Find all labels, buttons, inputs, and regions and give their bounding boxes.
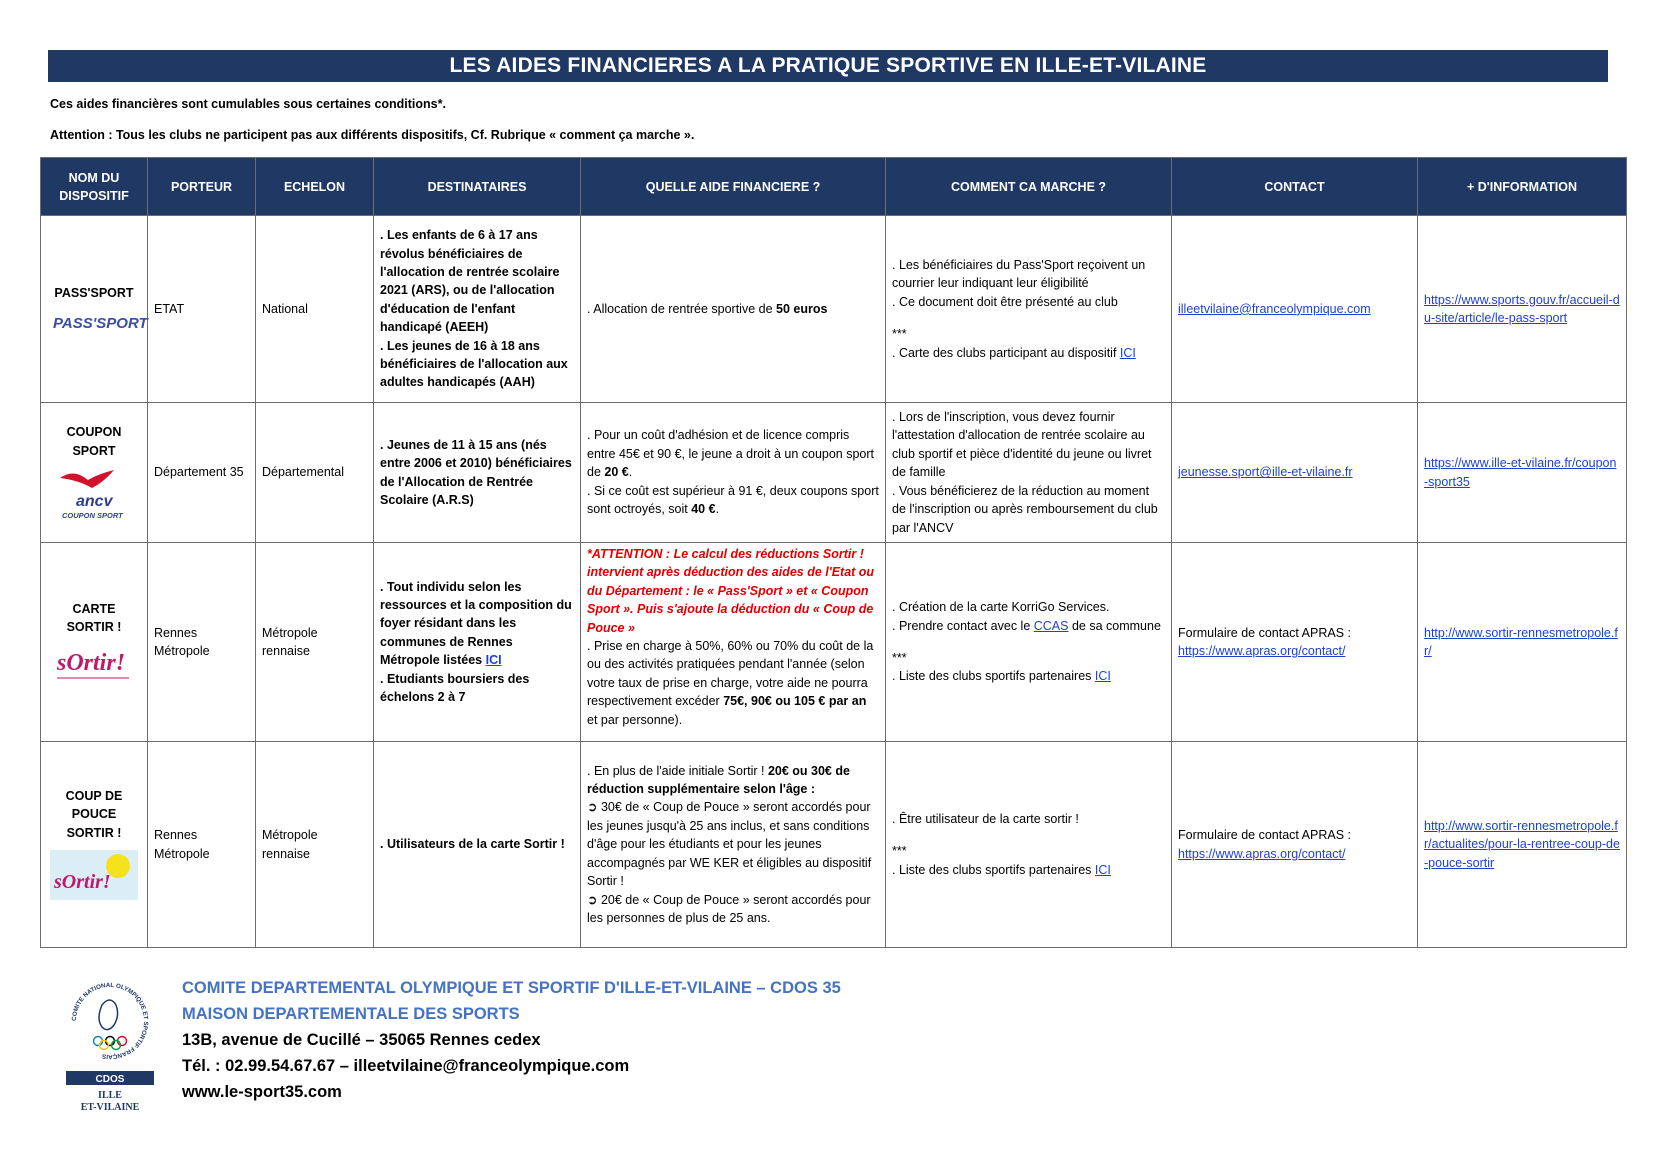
comment-text: . Carte des clubs participant au dispositif	[892, 345, 1120, 360]
aide-amount: 40 €	[691, 502, 716, 517]
contact-email-link[interactable]: jeunesse.sport@ille-et-vilaine.fr	[1178, 465, 1353, 480]
separator-stars: ***	[892, 327, 907, 342]
table-header-row	[41, 158, 1627, 216]
separator-stars: ***	[892, 651, 907, 665]
comment-cell	[886, 543, 1172, 742]
aide-text: . Allocation de rentrée sportive de	[587, 301, 777, 316]
table-row	[41, 403, 1627, 543]
header-aide: QUELLE AIDE FINANCIERE ?	[581, 158, 886, 216]
contact-email-link[interactable]: illeetvilaine@franceolympique.com	[1178, 301, 1371, 316]
attention-warning: *ATTENTION : Le calcul des réductions Sortir ! intervient après déduction des aides de l'Etat ou du Département : le « Pass'Sport » et « Coupon Sport ». Puis s'ajoute la déduction du « Coup de Pouce »	[587, 547, 875, 635]
intro-cumulable: Ces aides financières sont cumulables sous certaines conditions*.	[50, 97, 446, 111]
aide-text: . Si ce coût est supérieur à 91 €, deux coupons sport sont octroyés, soit	[587, 483, 879, 517]
aide-text: . Pour un coût d'adhésion et de licence compris entre 45€ et 90 €, le jeune a droit à un coupon sport de	[587, 428, 875, 480]
header-comment: COMMENT CA MARCHE ?	[886, 158, 1172, 216]
comment-cell	[886, 216, 1172, 403]
table-row	[41, 216, 1627, 403]
cdos-band-text: CDOS	[95, 1074, 125, 1085]
dispositif-cell	[41, 216, 148, 403]
pass-sport-logo-text: PASS'SPORT	[53, 315, 148, 333]
dispositif-name: COUPON	[66, 425, 122, 440]
aide-cell	[581, 216, 886, 403]
comment-line	[892, 667, 1165, 685]
porteur-cell: Rennes Métropole	[148, 543, 256, 742]
info-cell	[1418, 543, 1627, 742]
footer-maison: MAISON DEPARTEMENTALE DES SPORTS	[182, 1005, 520, 1023]
echelon-cell: National	[256, 216, 374, 403]
footer-contact-block	[182, 975, 841, 1105]
dispositif-name: POUCE	[71, 807, 117, 822]
header-nom: NOM DU DISPOSITIF	[41, 158, 148, 216]
intro-attention: Attention : Tous les clubs ne participent pas aux différents dispositifs, Cf. Rubrique « comment ça marche ».	[50, 128, 695, 142]
info-link[interactable]: https://www.sports.gouv.fr/accueil-du-site/article/le-pass-sport	[1424, 292, 1620, 325]
comment-line: . Création de la carte KorriGo Services.	[892, 600, 1110, 615]
porteur-cell: ETAT	[148, 216, 256, 403]
contact-label: Formulaire de contact APRAS :	[1178, 625, 1351, 640]
aide-line	[587, 762, 879, 799]
ancv-logo-text: ancv	[76, 492, 113, 510]
aide-text: . En plus de l'aide initiale Sortir !	[587, 763, 768, 778]
cdos-logo	[62, 975, 158, 1115]
dispositif-cell	[41, 543, 148, 742]
destinataires-cell: . Jeunes de 11 à 15 ans (nés entre 2006 et 2010) bénéficiaires de l'Allocation de Rentrée Scolaire (A.R.S)	[374, 403, 581, 543]
aide-amount: 20€ ou 30€ de réduction supplémentaire selon l'âge :	[587, 763, 850, 797]
porteur-cell: Rennes Métropole	[148, 742, 256, 948]
cdos-place-line2: ET-VILAINE	[80, 1102, 140, 1113]
aide-amount: 50 euros	[776, 301, 828, 316]
destinataire-line	[380, 578, 574, 670]
table-row	[41, 742, 1627, 948]
comment-text: . Prendre contact avec le	[892, 618, 1034, 633]
info-cell	[1418, 742, 1627, 948]
olympic-rings-icon	[94, 1037, 127, 1050]
dispositif-name: CARTE	[72, 601, 116, 616]
ici-link[interactable]: ICI	[1094, 669, 1111, 684]
comment-text: . Liste des clubs sportifs partenaires	[892, 669, 1095, 684]
cdos-logo-ring	[71, 982, 149, 1060]
comment-line: . Vous bénéficierez de la réduction au moment de l'inscription ou après remboursement du club par l'ANCV	[892, 483, 1158, 535]
destinataires-cell: . Utilisateurs de la carte Sortir !	[374, 742, 581, 948]
pass-sport-logo	[51, 308, 148, 334]
comment-text-end: de sa commune	[1068, 618, 1161, 633]
sortir-logo-text: sOrtir!	[57, 650, 126, 677]
header-info: + D'INFORMATION	[1418, 158, 1627, 216]
aide-line: . Pour un coût d'adhésion et de licence compris entre 45€ et 90 €, le jeune a droit à un coupon sport de 20 €.	[587, 428, 875, 480]
info-link[interactable]: https://www.ille-et-vilaine.fr/coupon-sport35	[1424, 456, 1617, 489]
aides-table	[40, 157, 1627, 948]
destinataire-line: . Etudiants boursiers des échelons 2 à 7	[380, 671, 530, 705]
header-contact: CONTACT	[1172, 158, 1418, 216]
aide-amount: 75€, 90€ ou 105 € par an	[723, 694, 867, 709]
header-porteur: PORTEUR	[148, 158, 256, 216]
comment-text: . Liste des clubs sportifs partenaires	[892, 862, 1095, 877]
comment-line	[892, 617, 1165, 635]
aide-amount: 20 €	[604, 465, 629, 480]
info-cell	[1418, 403, 1627, 543]
ici-link[interactable]: ICI	[1119, 345, 1136, 360]
contact-cell	[1172, 216, 1418, 403]
coup-de-pouce-logo-text: sOrtir!	[54, 871, 111, 894]
comment-line: . Les bénéficiaires du Pass'Sport reçoivent un courrier leur indiquant leur éligibilité	[892, 257, 1146, 291]
comment-cell	[886, 403, 1172, 543]
page-title: LES AIDES FINANCIERES A LA PRATIQUE SPORTIVE EN ILLE-ET-VILAINE	[48, 50, 1608, 82]
dispositif-cell	[41, 742, 148, 948]
ccas-link[interactable]: CCAS	[1033, 618, 1069, 633]
aide-line: ➲ 20€ de « Coup de Pouce » seront accordés pour les personnes de plus de 25 ans.	[587, 892, 871, 925]
rooster-icon	[99, 1000, 118, 1030]
aide-cell	[581, 403, 886, 543]
echelon-cell: Métropole rennaise	[256, 742, 374, 948]
contact-cell	[1172, 403, 1418, 543]
footer-website[interactable]: www.le-sport35.com	[182, 1083, 342, 1101]
header-echelon: ECHELON	[256, 158, 374, 216]
footer-phone: Tél. : 02.99.54.67.67 – illeetvilaine@franceolympique.com	[182, 1057, 630, 1075]
destinataire-line: . Les jeunes de 16 à 18 ans bénéficiaires de l'allocation aux adultes handicapés (AAH)	[380, 338, 568, 390]
destinataire-line: . Les enfants de 6 à 17 ans révolus bénéficiaires de l'allocation de rentrée scolaire 2021 (ARS), ou de l'allocation d'éducation de l'enfant handicapé (AEEH)	[380, 228, 560, 335]
comment-line: . Être utilisateur de la carte sortir !	[892, 811, 1079, 826]
cdos-logo-ring-text: COMITE NATIONAL OLYMPIQUE ET SPORTIF FRANÇAIS	[70, 981, 150, 1061]
aide-text-end: et par personne).	[587, 712, 683, 727]
info-cell	[1418, 216, 1627, 403]
destinataires-cell	[374, 216, 581, 403]
ici-link[interactable]: ICI	[1094, 862, 1111, 877]
dispositif-name: SORTIR !	[66, 620, 122, 634]
info-link[interactable]: http://www.sortir-rennesmetropole.fr/actualites/pour-la-rentree-coup-de-pouce-sortir	[1424, 818, 1620, 870]
aide-line	[587, 637, 879, 729]
comment-line	[892, 344, 1165, 362]
sortir-logo	[53, 642, 135, 684]
footer-org: COMITE DEPARTEMENTAL OLYMPIQUE ET SPORTIF D'ILLE-ET-VILAINE – CDOS 35	[182, 979, 841, 997]
destinataire-text: . Tout individu selon les ressources et la composition du foyer résidant dans les communes de Rennes Métropole listées	[380, 579, 572, 668]
aide-line: . Si ce coût est supérieur à 91 €, deux coupons sport sont octroyés, soit 40 €.	[587, 483, 879, 517]
info-link[interactable]: http://www.sortir-rennesmetropole.fr/	[1424, 625, 1618, 658]
ici-link[interactable]: ICI	[485, 653, 502, 668]
dispositif-name: SORTIR !	[66, 825, 122, 840]
table-row	[41, 543, 1627, 742]
aide-line: ➲ 30€ de « Coup de Pouce » seront accordés pour les jeunes jusqu'à 25 ans inclus, et sans conditions d'âge pour les étudiants et pour les jeunes accompagnés par WE KER et éligibles au dispositif Sortir !	[587, 800, 872, 889]
footer-address: 13B, avenue de Cucillé – 35065 Rennes cedex	[182, 1031, 541, 1049]
destinataires-cell	[374, 543, 581, 742]
ancv-logo	[54, 466, 134, 522]
comment-cell	[886, 742, 1172, 948]
aide-text: . Prise en charge à 50%, 60% ou 70% du coût de la ou des activités pratiquées pendant l'année (selon votre taux de prise en charge, votre aide ne pourra respectivement excéder	[587, 639, 874, 709]
porteur-cell: Département 35	[148, 403, 256, 543]
echelon-cell: Métropole rennaise	[256, 543, 374, 742]
aide-cell	[581, 742, 886, 948]
coup-de-pouce-logo	[48, 848, 140, 902]
ancv-logo-subtext: COUPON SPORT	[62, 510, 123, 520]
contact-form-link[interactable]: https://www.apras.org/contact/	[1178, 644, 1346, 658]
cdos-place-line1: ILLE	[98, 1090, 122, 1101]
comment-line	[892, 861, 1165, 879]
dispositif-name: COUP DE	[65, 788, 123, 803]
dispositif-name: PASS'SPORT	[54, 285, 134, 300]
contact-cell	[1172, 543, 1418, 742]
contact-form-link[interactable]: https://www.apras.org/contact/	[1178, 846, 1346, 861]
comment-line: . Lors de l'inscription, vous devez fournir l'attestation d'allocation de rentrée scolaire au club sportif et pièce d'identité du jeune ou livret de famille	[892, 410, 1152, 480]
contact-label: Formulaire de contact APRAS :	[1178, 828, 1351, 843]
echelon-cell: Départemental	[256, 403, 374, 543]
separator-stars: ***	[892, 844, 907, 859]
aide-cell	[581, 543, 886, 742]
ancv-bird-icon	[60, 470, 114, 488]
dispositif-name: SPORT	[72, 443, 116, 458]
comment-line: . Ce document doit être présenté au club	[892, 294, 1118, 309]
contact-cell	[1172, 742, 1418, 948]
header-destinataires: DESTINATAIRES	[374, 158, 581, 216]
dispositif-cell	[41, 403, 148, 543]
